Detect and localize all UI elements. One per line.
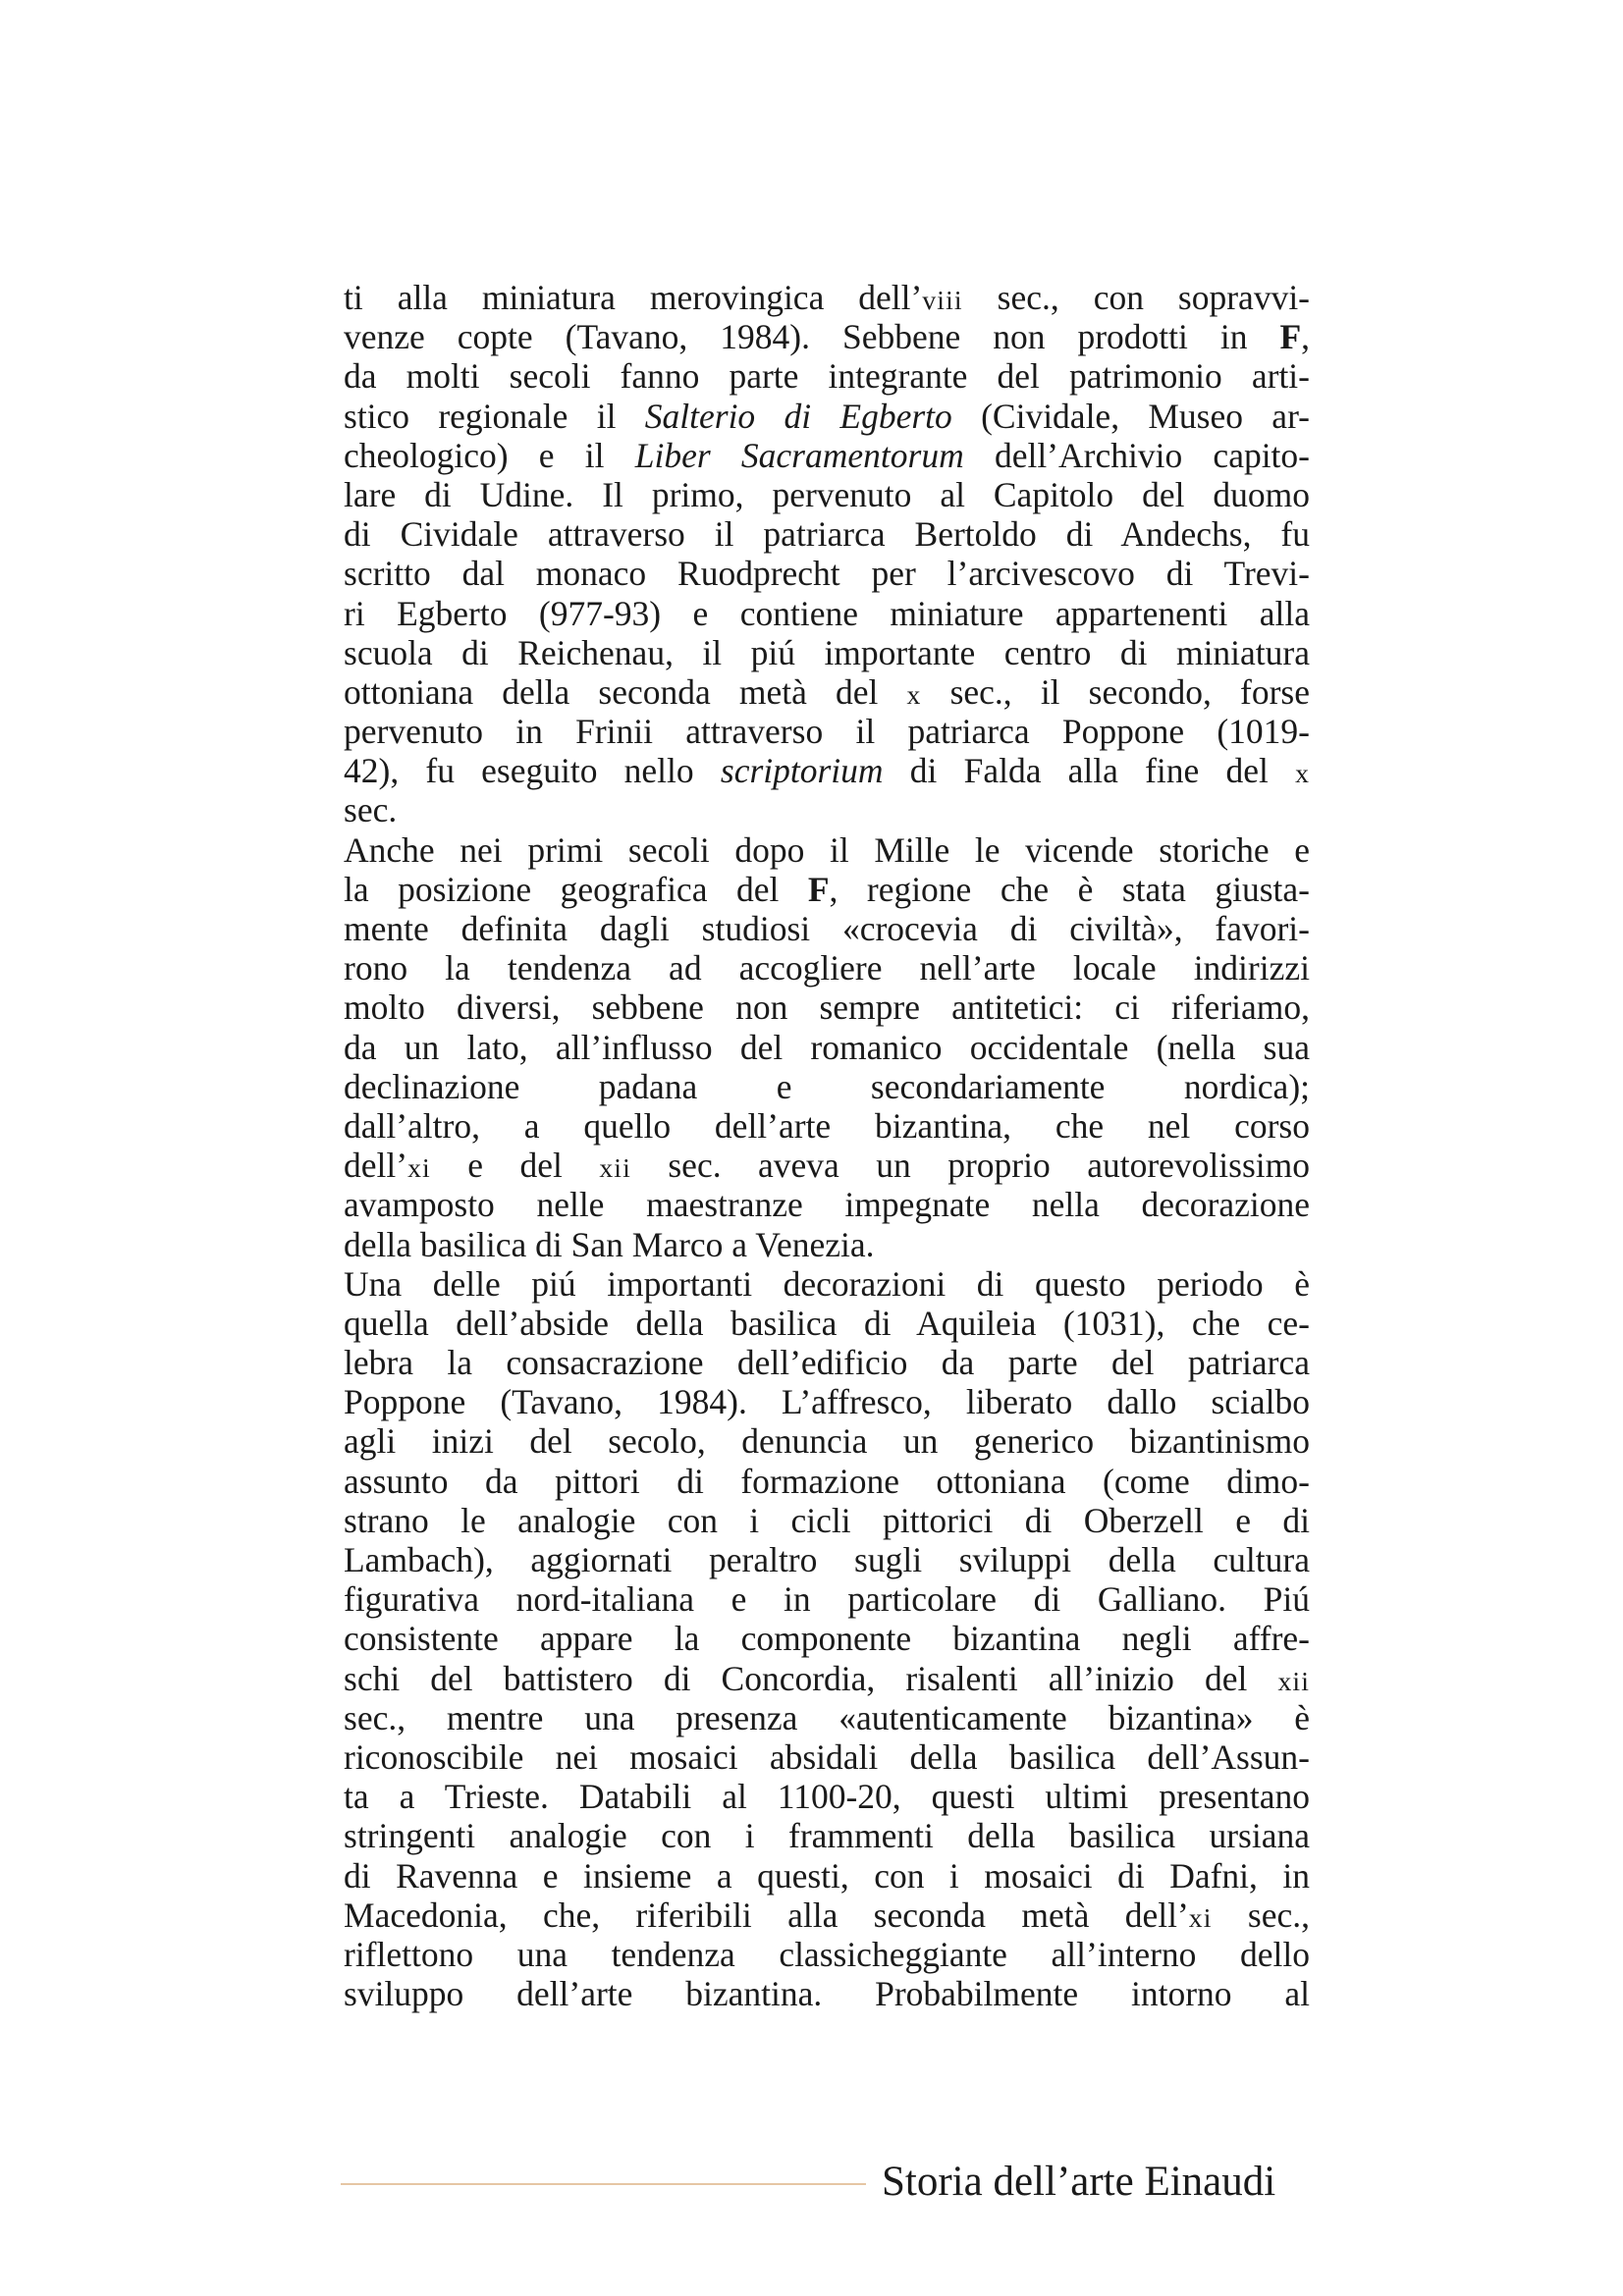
text-run: Salterio di Egberto	[644, 396, 952, 436]
text-run: ,	[1301, 317, 1310, 357]
text-line	[344, 672, 1310, 712]
text-run: Una delle piú importanti decorazioni di questo periodo è	[344, 1263, 1310, 1304]
text-line	[344, 594, 1310, 633]
text-line	[344, 1974, 1310, 2013]
text-run: da molti secoli fanno parte integrante del patrimonio arti-	[344, 356, 1310, 397]
text-run: molto diversi, sebbene non sempre antitetici: ci riferiamo,	[344, 988, 1310, 1028]
text-line	[344, 1264, 1310, 1304]
text-run: sec., il secondo, forse	[921, 671, 1310, 712]
text-run: dall’altro, a quello dell’arte bizantina, che nel corso	[344, 1105, 1310, 1146]
text-run: quella dell’abside della basilica di Aquileia (1031), che ce-	[344, 1303, 1310, 1343]
text-run: riflettono una tendenza classicheggiante all’interno dello	[344, 1934, 1310, 1974]
text-run: viii	[922, 285, 963, 315]
text-run: Poppone (Tavano, 1984). L’affresco, liberato dallo scialbo	[344, 1382, 1310, 1422]
text-run: sec.,	[1212, 1895, 1310, 1935]
text-run: schi del battistero di Concordia, risalenti all’inizio del	[344, 1658, 1278, 1698]
text-run: ri Egberto (977-93) e contiene miniature appartenenti alla	[344, 593, 1310, 633]
text-run: ottoniana della seconda metà del	[344, 671, 907, 712]
text-line	[344, 712, 1310, 751]
text-line	[344, 1462, 1310, 1501]
text-run: agli inizi del secolo, denuncia un generico bizantinismo	[344, 1421, 1310, 1462]
text-line	[344, 1225, 1310, 1264]
text-run: x	[1295, 758, 1311, 789]
text-run: 42), fu eseguito nello	[344, 751, 721, 791]
text-run: di Ravenna e insieme a questi, con i mosaici di Dafni, in	[344, 1855, 1310, 1896]
text-run: stringenti analogie con i frammenti della basilica ursiana	[344, 1816, 1310, 1856]
text-line	[344, 436, 1310, 475]
text-line	[344, 1304, 1310, 1343]
text-line	[344, 317, 1310, 356]
text-line	[344, 475, 1310, 514]
text-run: riconoscibile nei mosaici absidali della basilica dell’Assun-	[344, 1736, 1310, 1777]
text-line	[344, 514, 1310, 554]
text-run: lare di Udine. Il primo, pervenuto al Capitolo del duomo	[344, 474, 1310, 514]
text-run: xi	[407, 1152, 431, 1184]
text-run: xi	[1188, 1901, 1213, 1933]
text-line	[344, 1540, 1310, 1579]
footer-rule	[341, 2183, 866, 2185]
footer-title: Storia dell’arte Einaudi	[882, 2159, 1276, 2205]
text-run: della basilica di San Marco a Venezia.	[344, 1224, 875, 1264]
text-run: consistente appare la componente bizantina negli affre-	[344, 1619, 1310, 1659]
text-run: , regione che è stata giusta-	[829, 869, 1310, 909]
text-line	[344, 1856, 1310, 1896]
text-run: xii	[1277, 1665, 1310, 1696]
text-line	[344, 1698, 1310, 1737]
text-run: sviluppo dell’arte bizantina. Probabilmente intorno al	[344, 1974, 1310, 2014]
text-line	[344, 1382, 1310, 1421]
body-text	[344, 278, 1310, 2013]
text-line	[344, 397, 1310, 436]
text-run: (Cividale, Museo ar-	[951, 396, 1310, 436]
text-line	[344, 1501, 1310, 1540]
text-run: dell’	[344, 1146, 408, 1186]
text-line	[344, 1935, 1310, 1974]
text-run: x	[906, 678, 922, 710]
text-run: scuola di Reichenau, il piú importante centro di miniatura	[344, 632, 1310, 672]
text-run: declinazione padana e secondariamente nordica);	[344, 1066, 1310, 1106]
text-run: avamposto nelle maestranze impegnate nella decorazione	[344, 1185, 1310, 1225]
text-run: da un lato, all’influsso del romanico occidentale (nella sua	[344, 1027, 1310, 1067]
text-line	[344, 1185, 1310, 1224]
text-line	[344, 1028, 1310, 1067]
text-line	[344, 1579, 1310, 1619]
text-run: di Falda alla fine del	[883, 751, 1296, 791]
text-line	[344, 356, 1310, 396]
text-run: dell’Archivio capito-	[963, 435, 1310, 475]
text-run: figurativa nord-italiana e in particolare di Galliano. Piú	[344, 1579, 1310, 1620]
text-run: lebra la consacrazione dell’edificio da parte del patriarca	[344, 1343, 1310, 1383]
text-run: mente definita dagli studiosi «crocevia di civiltà», favori-	[344, 909, 1310, 948]
text-line	[344, 870, 1310, 909]
text-line	[344, 1737, 1310, 1777]
text-line	[344, 1067, 1310, 1106]
text-run: ta a Trieste. Databili al 1100-20, questi ultimi presentano	[344, 1777, 1310, 1817]
text-line	[344, 1106, 1310, 1146]
text-line	[344, 1619, 1310, 1658]
text-line	[344, 1146, 1310, 1185]
text-run: stico regionale il	[344, 396, 645, 436]
text-run: e del	[430, 1146, 600, 1186]
text-line	[344, 830, 1310, 870]
text-run: F	[807, 869, 830, 909]
text-run: Anche nei primi secoli dopo il Mille le vicende storiche e	[344, 829, 1310, 870]
text-run: venze copte (Tavano, 1984). Sebbene non prodotti in	[344, 317, 1280, 357]
text-run: di Cividale attraverso il patriarca Bertoldo di Andechs, fu	[344, 514, 1310, 555]
text-line	[344, 1896, 1310, 1935]
text-run: xii	[599, 1152, 631, 1184]
text-line	[344, 948, 1310, 988]
text-run: sec.	[344, 790, 398, 830]
text-run: sec., con sopravvi-	[962, 278, 1311, 317]
text-line	[344, 790, 1310, 829]
text-run: scritto dal monaco Ruodprecht per l’arcivescovo di Trevi-	[344, 554, 1310, 594]
text-run: strano le analogie con i cicli pittorici di Oberzell e di	[344, 1500, 1310, 1540]
text-run: scriptorium	[720, 751, 884, 791]
text-run: rono la tendenza ad accogliere nell’arte locale indirizzi	[344, 948, 1310, 988]
text-line	[344, 1777, 1310, 1816]
text-run: cheologico) e il	[344, 435, 635, 475]
text-line	[344, 751, 1310, 790]
text-line	[344, 909, 1310, 948]
text-run: assunto da pittori di formazione ottoniana (come dimo-	[344, 1461, 1310, 1501]
text-line	[344, 633, 1310, 672]
text-run: F	[1279, 317, 1302, 357]
text-run: Liber Sacramentorum	[634, 435, 964, 475]
text-line	[344, 554, 1310, 593]
text-run: Lambach), aggiornati peraltro sugli sviluppi della cultura	[344, 1540, 1310, 1579]
text-line	[344, 988, 1310, 1027]
text-run: sec., mentre una presenza «autenticamente bizantina» è	[344, 1697, 1310, 1737]
text-run: ti alla miniatura merovingica dell’	[344, 278, 923, 317]
text-run: sec. aveva un proprio autorevolissimo	[630, 1146, 1310, 1186]
text-run: Macedonia, che, riferibili alla seconda metà dell’	[344, 1895, 1189, 1935]
text-run: pervenuto in Frinii attraverso il patriarca Poppone (1019-	[344, 712, 1310, 752]
text-line	[344, 1659, 1310, 1698]
text-run: la posizione geografica del	[344, 869, 808, 909]
text-line	[344, 1421, 1310, 1461]
text-line	[344, 278, 1310, 317]
text-line	[344, 1343, 1310, 1382]
text-line	[344, 1816, 1310, 1855]
